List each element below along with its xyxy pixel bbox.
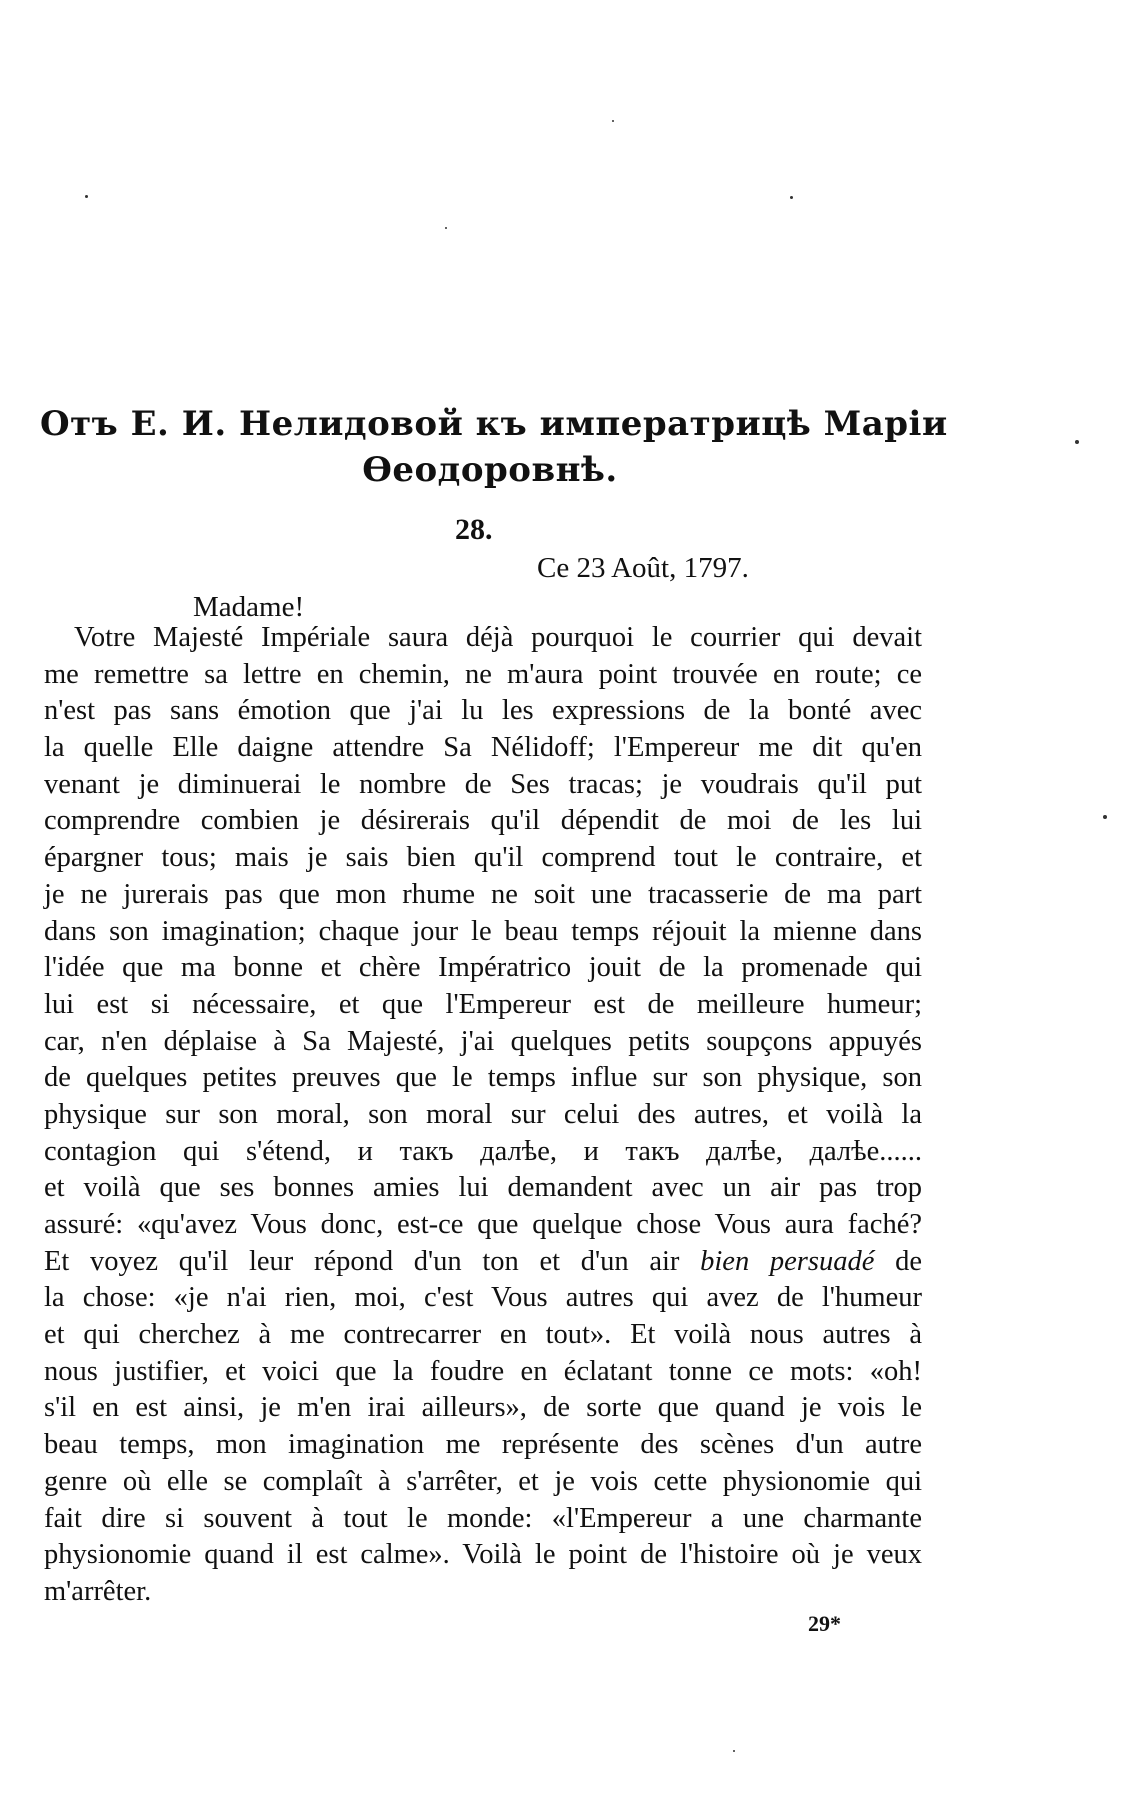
letter-date: Ce 23 Août, 1797. bbox=[537, 552, 749, 584]
body-line: lui est si nécessaire, et que l'Empereur est de meilleure humeur; bbox=[44, 988, 922, 1020]
body-line: je ne jurerais pas que mon rhume ne soit une tracasserie de ma part bbox=[44, 878, 922, 910]
body-line: épargner tous; mais je sais bien qu'il comprend tout le contraire, et bbox=[44, 842, 922, 874]
body-line: la chose: «je n'ai rien, moi, c'est Vous autres qui avez de l'humeur bbox=[44, 1282, 922, 1314]
body-line: comprendre combien je désirerais qu'il dépendit de moi de les lui bbox=[44, 805, 922, 837]
body-line: physique sur son moral, son moral sur celui des autres, et voilà la bbox=[44, 1098, 922, 1130]
body-line-with-italic bbox=[44, 1244, 922, 1281]
body-line: et qui cherchez à me contrecarrer en tout». Et voilà nous autres à bbox=[44, 1319, 922, 1351]
body-line: dans son imagination; chaque jour le beau temps réjouit la mienne dans bbox=[44, 915, 922, 947]
scan-speck bbox=[790, 196, 793, 199]
body-line: Votre Majesté Impériale saura déjà pourquoi le courrier qui devait bbox=[74, 622, 922, 653]
scan-speck bbox=[445, 227, 447, 229]
letter-body bbox=[44, 620, 922, 1611]
scan-speck bbox=[612, 120, 614, 122]
body-line: et voilà que ses bonnes amies lui demandent avec un air pas trop bbox=[44, 1172, 922, 1204]
letter-heading-line-2: Ѳеодоровнѣ. bbox=[362, 450, 618, 490]
body-line: genre où elle se complaît à s'arrêter, et je vois cette physionomie qui bbox=[44, 1465, 922, 1497]
body-line: car, n'en déplaise à Sa Majesté, j'ai quelques petits soupçons appuyés bbox=[44, 1025, 922, 1057]
body-line: la quelle Elle daigne attendre Sa Nélidoff; l'Empereur me dit qu'en bbox=[44, 732, 922, 764]
signature-mark: 29* bbox=[808, 1611, 841, 1636]
body-line: assuré: «qu'avez Vous donc, est-ce que quelque chose Vous aura faché? bbox=[44, 1209, 922, 1240]
body-line: nous justifier, et voici que la foudre en éclatant tonne ce mots: «oh! bbox=[44, 1355, 922, 1387]
scan-speck bbox=[733, 1750, 735, 1752]
body-line: venant je diminuerai le nombre de Ses tracas; je voudrais qu'il put bbox=[44, 768, 922, 800]
body-line: fait dire si souvent à tout le monde: «l'Empereur a une charmante bbox=[44, 1502, 922, 1534]
body-line-end: de bbox=[874, 1245, 922, 1277]
scan-speck bbox=[1075, 440, 1079, 444]
body-line: contagion qui s'étend, и такъ далѣе, и такъ далѣе, далѣе...... bbox=[44, 1135, 922, 1167]
letter-heading-line-1: Отъ Е. И. Нелидовой къ императрицѣ Маріи bbox=[40, 404, 948, 444]
salutation: Madame! bbox=[193, 591, 305, 623]
body-line: m'arrêter. bbox=[44, 1575, 152, 1607]
body-line: s'il en est ainsi, je m'en irai ailleurs», de sorte que quand je vois le bbox=[44, 1392, 922, 1424]
body-line: l'idée que ma bonne et chère Impératrico jouit de la promenade qui bbox=[44, 952, 922, 984]
body-line: de quelques petites preuves que le temps influe sur son physique, son bbox=[44, 1062, 922, 1094]
scan-speck bbox=[1103, 815, 1107, 819]
body-line: n'est pas sans émotion que j'ai lu les expressions de la bonté avec bbox=[44, 695, 922, 727]
body-line-start: Et voyez qu'il leur répond d'un ton et d'un air bbox=[44, 1245, 701, 1277]
body-line: beau temps, mon imagination me représente des scènes d'un autre bbox=[44, 1429, 922, 1461]
scan-speck bbox=[85, 195, 88, 198]
letter-number: 28. bbox=[455, 513, 493, 546]
italic-phrase: bien persuadé bbox=[700, 1245, 875, 1277]
body-line: physionomie quand il est calme». Voilà le point de l'histoire où je veux bbox=[44, 1539, 922, 1571]
body-line: me remettre sa lettre en chemin, ne m'aura point trouvée en route; ce bbox=[44, 658, 922, 690]
